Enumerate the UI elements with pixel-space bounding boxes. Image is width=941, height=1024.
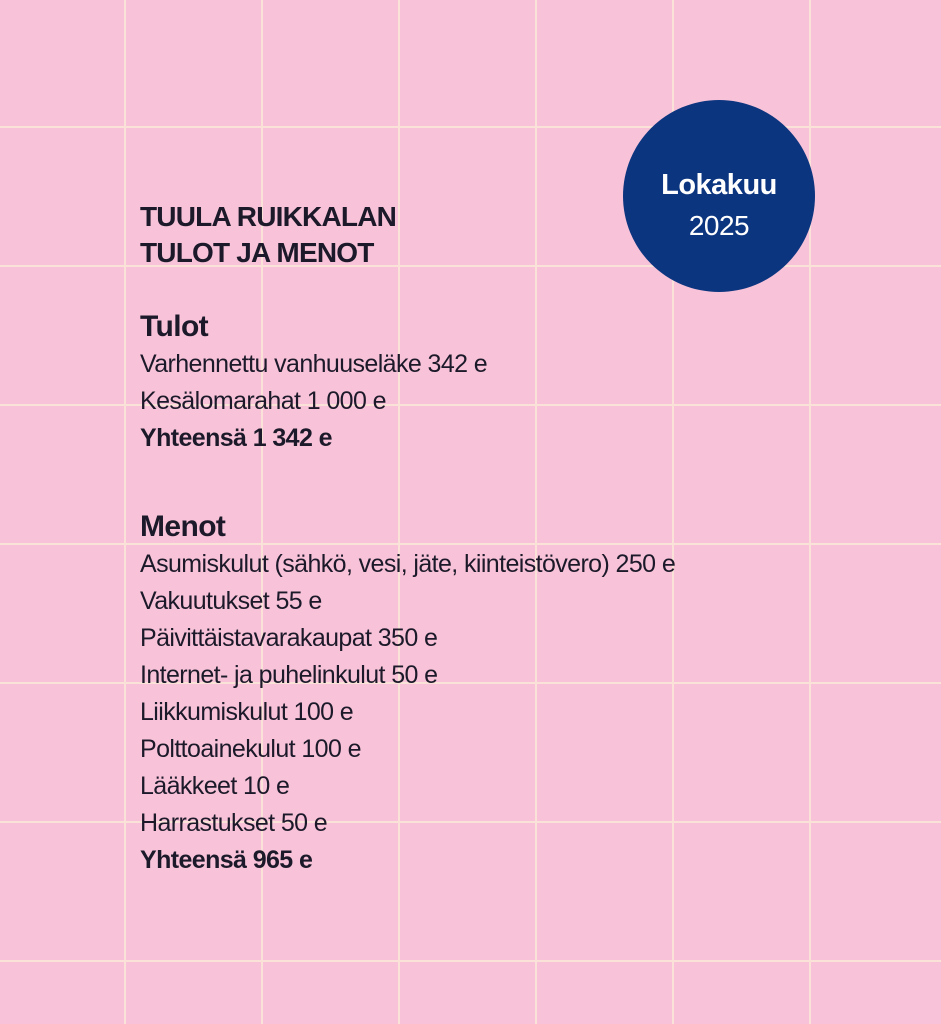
title-line-2: TULOT JA MENOT [140,237,374,268]
income-section [140,308,487,457]
expenses-total: Yhteensä 965 e [140,846,313,874]
expense-item: Vakuutukset 55 e [140,587,322,615]
expense-item: Polttoainekulut 100 e [140,735,361,763]
expense-item: Lääkkeet 10 e [140,772,290,800]
expense-item: Internet- ja puhelinkulut 50 e [140,661,438,689]
expenses-heading: Menot [140,510,226,543]
expense-item: Liikkumiskulut 100 e [140,698,354,726]
badge-year: 2025 [688,210,750,241]
expense-item: Harrastukset 50 e [140,809,328,837]
month-badge [623,100,815,292]
badge-month: Lokakuu [661,169,777,201]
expenses-section [140,508,675,879]
expense-item: Asumiskulut (sähkö, vesi, jäte, kiinteistövero) 250 e [140,550,676,578]
income-item: Kesälomarahat 1 000 e [140,387,386,415]
title-line-1: TUULA RUIKKALAN [140,201,397,232]
income-item: Varhennettu vanhuuseläke 342 e [140,350,488,378]
income-total: Yhteensä 1 342 e [140,424,332,452]
income-heading: Tulot [140,310,209,343]
page-title [140,199,396,271]
expense-item: Päivittäistavarakaupat 350 e [140,624,438,652]
